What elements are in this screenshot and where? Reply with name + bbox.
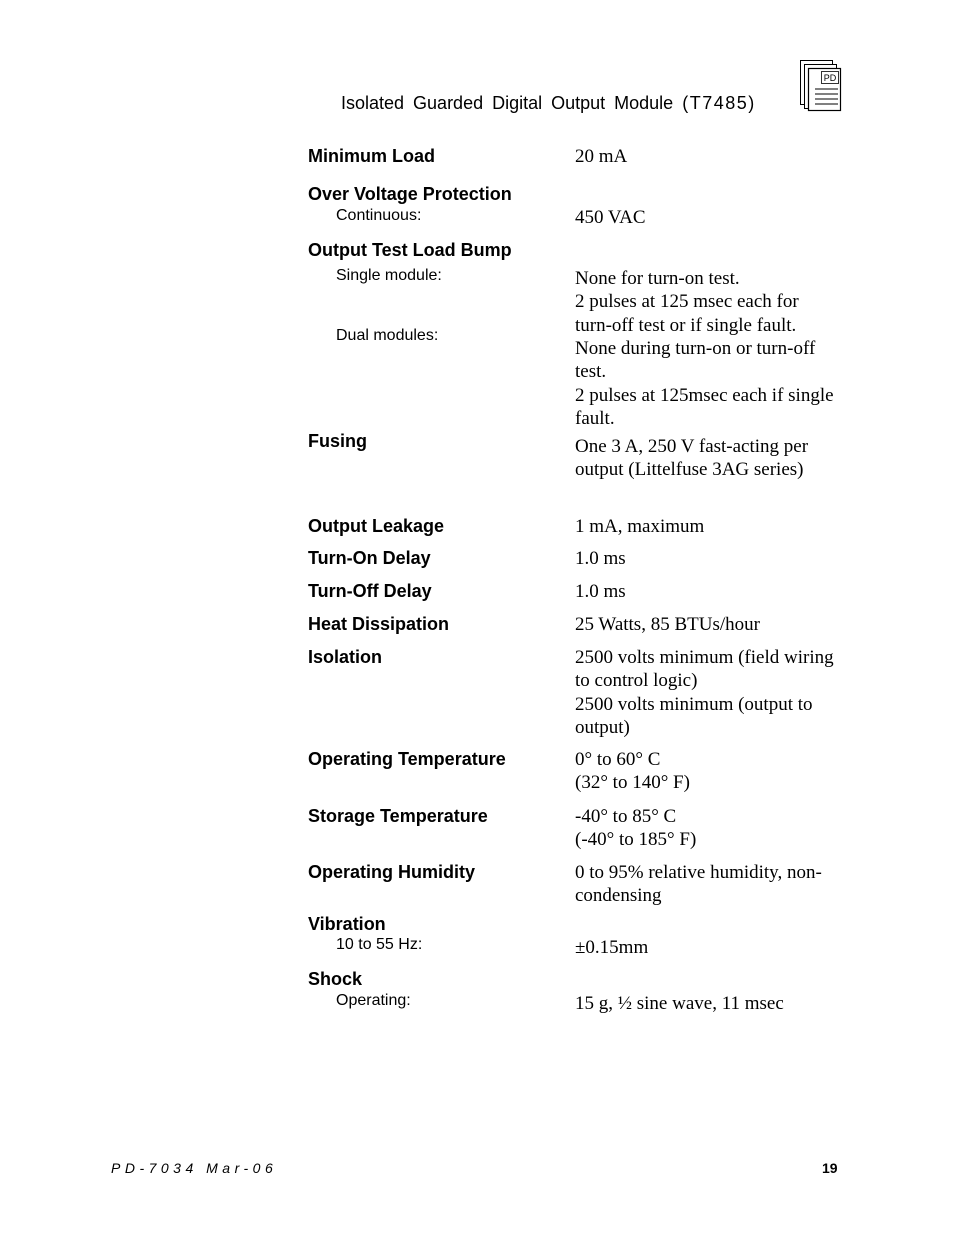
over-voltage-label: Over Voltage Protection [308, 184, 512, 204]
heat-value: 25 Watts, 85 BTUs/hour [575, 614, 760, 635]
leakage-label: Output Leakage [308, 516, 445, 536]
turn-on-delay-value: 1.0 ms [575, 548, 626, 569]
turn-off-delay-value: 1.0 ms [575, 581, 626, 602]
shock-sub: Operating: [336, 992, 411, 1009]
turn-on-delay-label: Turn-On Delay [308, 548, 431, 568]
vibration-label: Vibration [308, 914, 386, 934]
footer-doc-id: PD-7034 Mar-06 [111, 1160, 278, 1176]
over-voltage-value: 450 VAC [575, 207, 646, 228]
min-load-value: 20 mA [575, 146, 628, 167]
humidity-value: 0 to 95% relative humidity, non-condensing [575, 862, 822, 907]
test-load-dual-value: None during turn-on or turn-off test. 2 pulses at 125msec each if single fault. [575, 338, 834, 430]
fusing-value: One 3 A, 250 V fast-acting per output (Littelfuse 3AG series) [575, 436, 809, 481]
document-stack-icon [799, 59, 843, 113]
shock-value: 15 g, ½ sine wave, 11 msec [575, 993, 784, 1014]
test-load-dual-sub: Dual modules: [336, 327, 439, 344]
leakage-value: 1 mA, maximum [575, 516, 705, 537]
test-load-single-value: None for turn-on test. 2 pulses at 125 msec each for turn-off test or if single fault. [575, 268, 799, 336]
humidity-label: Operating Humidity [308, 862, 476, 882]
isolation-value: 2500 volts minimum (field wiring to control logic) 2500 volts minimum (output to output) [575, 647, 834, 739]
header-title: Isolated Guarded Digital Output Module [341, 93, 674, 113]
storage-temp-label: Storage Temperature [308, 806, 488, 826]
page-number: 19 [822, 1160, 838, 1176]
op-temp-value: 0° to 60° C (32° to 140° F) [575, 749, 690, 794]
op-temp-label: Operating Temperature [308, 749, 506, 769]
turn-off-delay-label: Turn-Off Delay [308, 581, 432, 601]
module-code: (T7485) [682, 93, 756, 113]
vibration-sub: 10 to 55 Hz: [336, 936, 423, 953]
test-load-single-sub: Single module: [336, 267, 442, 284]
isolation-label: Isolation [308, 647, 383, 667]
fusing-label: Fusing [308, 431, 367, 451]
min-load-label: Minimum Load [308, 146, 435, 166]
vibration-value: ±0.15mm [575, 937, 649, 958]
heat-label: Heat Dissipation [308, 614, 450, 634]
over-voltage-sub: Continuous: [336, 207, 422, 224]
storage-temp-value: -40° to 85° C (-40° to 185° F) [575, 806, 697, 851]
page-header [341, 93, 756, 114]
doc-icon-label: PD [823, 73, 837, 83]
test-load-bump-label: Output Test Load Bump [308, 240, 512, 260]
shock-label: Shock [308, 969, 363, 989]
